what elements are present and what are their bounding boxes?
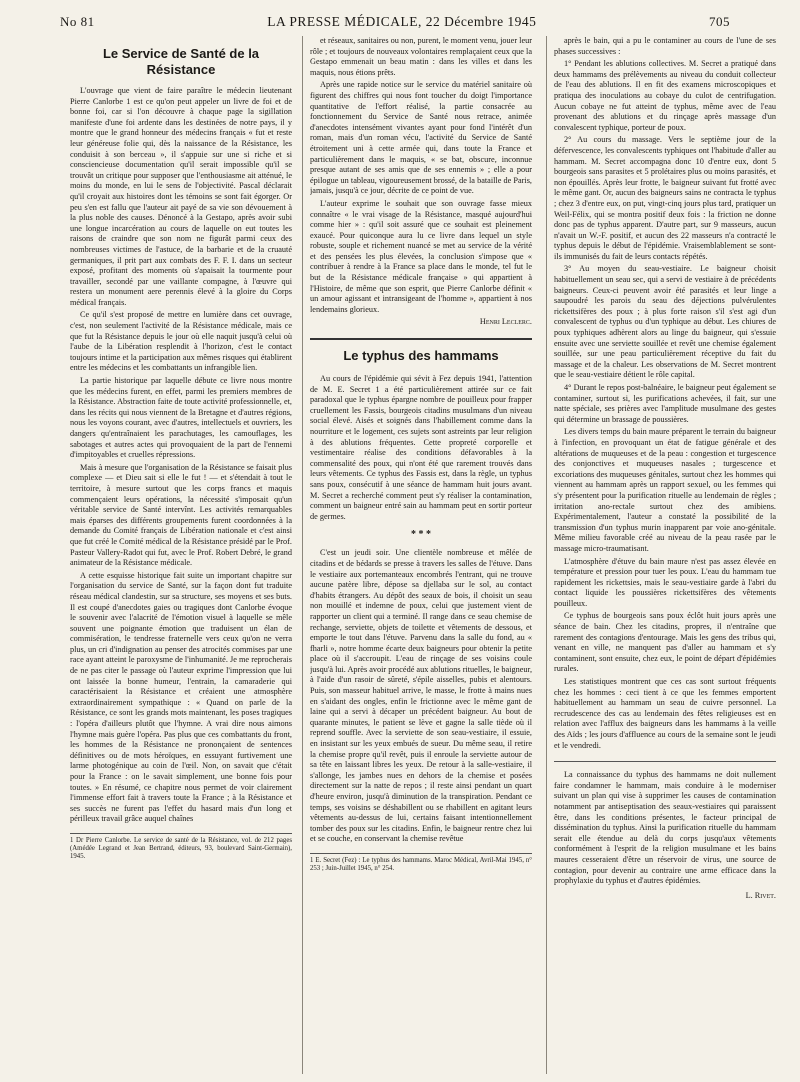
section-divider	[554, 761, 776, 762]
footnote	[310, 853, 532, 873]
paragraph: La connaissance du typhus des hammams ne doit nullement faire condamner le hammam, mais conduire à le moderniser suivant un plan qui vise à supprimer les causes de contamination notamment par antiseptisation des seaux-vestiaires qui paraissent être, dans les conditions présentes, le facteur principal de dissémination du typhus. Ainsi la purification rituelle du hammam serait elle étendue au delà du corps jusqu'aux vêtements conformément à l'esprit de la religion musulmane et les bains maures cesseraient d'être un réservoir de virus, une source de contagion, pour devenir au contraire une arme efficace dans la prophylaxie du typhus et d'autres épidémies.	[554, 770, 776, 886]
article-title-resistance: Le Service de Santé de la Résistance	[102, 46, 260, 77]
paragraph: Mais à mesure que l'organisation de la Résistance se faisait plus complexe — et Dieu sait si elle le fut ! — et s'étendait à tout le territoire, à mesure surtout que les corps francs et maquis commençaient leurs opérations, la nécessité s'imposait qu'un véritable service de Santé intervînt. Les activités remarquables mais éparses des différents groupements furent coordonnées à la demande du Comité français de Libération nationale et c'est ainsi que fut créé le Comité médical de la Résistance présidé par le Prof. Pasteur Vallery-Radot qui fut, avec le Prof. Robert Debré, le grand animateur de la Résistance médicale.	[70, 462, 292, 568]
column-middle	[310, 36, 532, 1074]
paragraph: Au cours de l'épidémie qui sévit à Fez depuis 1941, l'attention de M. E. Secret 1 a été particulièrement attirée sur ce fait paradoxal que le typhus épargne nombre de pouilleux pour frapper cruellement les Fassis, bourgeois citadins musulmans d'un niveau social élevé. Aisés et soignés dans l'habillement comme dans la nourriture et le logement, ces sujets sont astreints par leur religion à des ablutions fréquentes. Cette propreté corporelle et vestimentaire réalise des conditions défavorables à la commensalité des poux, qui n'ont été que rarement trouvés dans leurs vêtements. Ce typhus des Fassis est, dans la règle, un typhus sans poux, consécutif à une séance de hammam huit jours avant. M. Secret a recherché comment peut s'y réaliser la contamination, comment un baigneur entré sain au hammam peut en sortir porteur de germes.	[310, 374, 532, 521]
column-divider	[302, 36, 303, 1074]
issue-number: No 81	[60, 14, 95, 29]
paragraph: L'auteur exprime le souhait que son ouvrage fasse mieux connaître « le vrai visage de la Résistance, masqué aujourd'hui comme hier » : qu'il soit assuré que ce souhait est pleinement exaucé. Pour quiconque aura lu ce livre dans lequel un style robuste, souple et richement nuancé se met au service de la vérité et des pensées les plus élevées, la conclusion s'impose que « contribuer à rendre à la France sa place dans le monde, tel fut le but de la Résistance médicale française » qui appartient à l'Histoire, de même que son esprit, que Pierre Canlorbe définit « un amour agissant et intransigeant de l'homme », appartient à nos lendemains glorieux.	[310, 198, 532, 314]
page-header	[60, 14, 730, 36]
column-right	[554, 36, 776, 1074]
paragraph: Les statistiques montrent que ces cas sont surtout fréquents chez les hommes : ceci tient à ce que les femmes emportent habituellement au hammam un seau de cuivre personnel. La recrudescence des cas au lendemain des fêtes religieuses est en relation avec l'afflux des baigneurs dans les hammams à la veille des Aïds ; les jours d'affluence au cours de la semaine sont le jeudi et le vendredi.	[554, 677, 776, 750]
paragraph: Ce qu'il s'est proposé de mettre en lumière dans cet ouvrage, c'est, non seulement l'activité de la Résistance médicale, mais ce que fut la Résistance depuis le jour où elle naquit jusqu'à celui où l'aube de la Libération resplendit à l'horizon, c'est le contact toujours intime et la participation aux mêmes risques qui établirent entre les médecins et les combattants un infrangible lien.	[70, 310, 292, 373]
paragraph: 1° Pendant les ablutions collectives. M. Secret a pratiqué dans deux hammams des prélèvements au niveau du conduit collecteur de l'eau des ablutions. Il en fit des examens microscopiques et pratiqua des inoculations au cobaye du culot de centrifugation. Aucun cobaye ne fut atteint de typhus, même avec de l'eau provenant des ablutions et du rinçage après massage d'un convalescent typhique, porteur de poux.	[554, 59, 776, 132]
footnote	[70, 833, 292, 861]
paragraph: et réseaux, sanitaires ou non, purent, le moment venu, jouer leur rôle ; et toujours de nouveaux volontaires remplaçaient ceux que la Gestapo emmenait un beau matin : dans les villes et dans les maquis, nous étions prêts.	[310, 36, 532, 77]
journal-title: LA PRESSE MÉDICALE, 22 Décembre 1945	[267, 14, 537, 29]
paragraph: C'est un jeudi soir. Une clientèle nombreuse et mêlée de citadins et de bédards se presse à travers les salles de l'étuve. Dans le vestiaire aux portemanteaux encombrés l'entrant, qui ne trouve aucune patère libre, dépose sa djellaba sur le sol, au contact d'habits étrangers. Au dépôt des seaux de bois, il choisit un seau non mouillé et indemne de poux, celui que justement vient de rapporter un client qui a terminé. Il range dans ce seau chemise de rechange, serviette, objets de toilette et vêtements de dessous, et emporte le tout dans l'étuve. Parvenu dans la salle du fond, au « fharli », notre homme écarte deux baigneurs pour obtenir la petite place où il s'accroupit. L'eau de rinçage de ses voisins coule jusqu'à lui. Après avoir procédé aux ablutions rituelles, le baigneur, à l'aide d'un rasoir de sûreté, s'épile aisselles, pubis et alentours. Puis, son masseur habituel arrive, le masse, le frotte à mains nues en s'aidant des ongles, enfin le frictionne avec le même gant de laine qui a servi à décaper un précédent baigneur. Au bout de quarante minutes, le patient se lève et gagne la salle tiède où il reprend souffle. Avec la serviette de son seau-vestiaire, il essuie, en insistant sur les yeux embués de sueur. Du même seau, il retire la chemise propre qu'il revêt, puis il enroule la serviette autour de sa tête en laissant libres les yeux. De retour à la salle-vestiaire, il s'allonge, les jambes nues en dehors de la chemise et posées directement sur la natte de repos ; il reste ainsi pendant un quart d'heure environ, jusqu'à diminution de la transpiration. Pendant ce temps, ses voisins se déshabillent ou se rhabillent en agitant leurs vêtements au-dessus de lui, certains faisant intentionnellement tomber des poux sur les citadins. Enfin, le baigneur rentre chez lui et se couche, en conservant la chemise revêtue	[310, 548, 532, 844]
paragraph: Après une rapide notice sur le service du matériel sanitaire où figurent des chiffres qui nous font toucher du doigt l'importance quantitative de l'effort réalisé, la partie consacrée au fonctionnement du Service de Santé nous retrace, animée d'anecdotes intensément vivantes ayant pour fond l'intérêt d'un roman, mais d'un roman vécu, l'activité du Service de Santé étroitement uni à cette armée qui, dans toute la France et particulièrement dans le maquis, « se bat, obscure, inconnue presque autant de ses amis que de ses ennemis » ; elle a pour épilogue un tableau, vigoureusement brossé, de la bataille de Paris, jamais, jusqu'à ce jour, décrite de ce point de vue.	[310, 80, 532, 196]
paragraph: après le bain, qui a pu le contaminer au cours de l'une de ses phases successives :	[554, 36, 776, 56]
paragraph: Les divers temps du bain maure préparent le terrain du baigneur à l'infection, en provoquant un état de fatigue générale et des altérations de muqueuses et de la peau : congestion et turgescence des conjonctives et muqueuses nasales ; turgescence et excoriations des muqueuses génitales, surtout chez les hommes qui viennent au hammam après un rapport sexuel, ou les femmes qui s'y présentent pour la purification rituelle au lendemain de règles ; irritation ano-rectale surtout chez des amibiens. Expérimentalement, l'auteur a constaté la possibilité de la transmission d'un typhus murin inapparent par voie ano-génitale. Même milieu favorable créé au niveau de la peau rasée par le massage micro-traumatisant.	[554, 427, 776, 553]
paragraph: 2° Au cours du massage. Vers le septième jour de la défervescence, les convalescents typhiques ont l'habitude d'aller au hammam. M. Secret accompagna donc 10 d'entre eux, dont 5 bourgeois sans parasites et 5 prolétaires plus ou moins parasités, et non épouillés. Après leur frotte, le baigneur suivant fut frotté avec le même gant. Or, aucun des baigneurs sains ne contracta le typhus ; chez 3 d'entre eux, on put, vingt-cinq jours plus tard, pratiquer un Weil-Félix, qui se montra positif deux fois : la friction ne donne donc pas de typhus apparent. D'autre part, sur 9 masseurs, aucun n'avait un W.-F. positif, et aucun des 22 masseurs n'a contracté le typhus depuis le début de l'épidémie. Vraisemblablement se sont-ils immunisés du fait de leurs contacts répétés.	[554, 135, 776, 261]
author-signature: L. Rivet.	[745, 890, 776, 900]
page-number: 705	[709, 14, 730, 29]
paragraph: Ce typhus de bourgeois sans poux éclôt huit jours après une séance de bain. Chez les citadins, propres, il n'entraîne que rarement des contagions d'entourage. Mais les gens des tribus qui, venant en ville, ne manquent pas d'aller au hammam et s'y contaminent, sont ensuite, chez eux, le point de départ d'épidémies rurales.	[554, 611, 776, 674]
section-separator: * * *	[411, 529, 431, 541]
paragraph: L'ouvrage que vient de faire paraître le médecin lieutenant Pierre Canlorbe 1 est ce qu'on peut appeler un livre de foi et de bonne foi, car si l'on découvre à chaque page la sigillation manifeste d'une foi ardente dans les destinées de notre pays, il y montre que le grand honneur des médecins français « fut et reste leur généreuse folie qui, dès la naissance de la Résistance, les conduisit à son berceau », il s'appuie sur une si riche et si consciencieuse documentation qu'il serait impossible qu'il se trouvât un critique pour supposer que l'enthousiasme ait atténué, le moins du monde, en lui le sens de l'objectivité. Pascal déclarait qu'il croyait aux histoires dont les témoins se sont fait égorger. Or peu s'en est fallu que l'auteur ait payé de sa vie son dévouement à la plus noble des causes. Dénoncé à la Gestapo, après avoir subi une longue incarcération au cours de laquelle on eut toutes les raisons de craindre que son nom ne figurât parmi ceux des nombreuses victimes de l'astuce, de la barbarie et de la cruauté germaniques, il prit part aux combats des F. F. I. dans un secteur exposé, profitant des moments où s'apaisait la tourmente pour travailler, secondé par une vaillante compagne, à l'œuvre qui restera un monument aere perennis élevé à la gloire du Corps médical français.	[70, 86, 292, 307]
paragraph: La partie historique par laquelle débute ce livre nous montre que les médecins furent, en effet, parmi les premiers membres de la Résistance. Abstraction faite de toute activité professionnelle, et, dans les récits qui nous viennent de la Bretagne et d'autres régions, nous les voyons courant, avec d'autres, intellectuels et ouvriers, les dangers qu'entraînaient les parachutages, les camouflages, les sabotages et autres actes qui provoquaient de la part de l'ennemi d'impitoyables et cruelles répressions.	[70, 376, 292, 460]
paragraph: A cette esquisse historique fait suite un important chapitre sur l'organisation du service de Santé, sur la façon dont fut traduite réseau médical clandestin, sur sa structure, ses moyens et ses buts. Il est coupé d'anecdotes gaies ou tragiques dont Canlorbe évoque le souvenir avec l'alacrité de l'émotion visuel à laquelle se mêle souvent une poignante émotion que traduisent un élan de commisération, le tendresse fraternelle vers ceux qu'on ne verra plus, un cri d'indignation au penser des atrocités commises par une race ayant atteint le paroxysme de l'inhumanité. Je me reprocherais de ne pas citer le passage où l'auteur exprime l'impression que lui ont laissée la bonne humeur, l'entrain, la camaraderie qui caractérisaient la Résistance et créaient une atmosphère extraordinairement sympathique : « Quand on parle de la Résistance, ce sont les grands mots maintenant, les poses tragiques : l'opéra d'ailleurs plutôt que l'hymne. A vrai dire nous aimons l'hymne mais guère l'opéra. Pas plus que ces combattants du front, les hommes de la Résistance ne prononçaient de sentences définitives ou de mots héroïques, en essuyant furtivement une larme photogénique au coin de l'œil. Non, on savait que c'était pour la France : on le savait simplement, une bonne fois pour toutes. » En résumé, ce chapitre nous permet de voir clairement l'immense effort fait à travers toute la France ; à la Résistance et ses succès ne furent pas l'effet du hasard mais d'un long et périlleux travail grâce auquel chaînes	[70, 570, 292, 824]
article-title-typhus: Le typhus des hammams	[310, 338, 532, 364]
paragraph: 4° Durant le repos post-balnéaire, le baigneur peut également se contaminer, surtout si, les purifications achevées, il fait, sur une natte spéciale, ses prières avec l'amplitude musulmane des gestes qui détermine un brassage de poussières.	[554, 383, 776, 424]
author-signature: Henri Leclerc.	[479, 317, 532, 327]
footnote-text: 1 E. Secret (Fez) : Le typhus des hammams. Maroc Médical, Avril-Mai 1945, n° 253 ; Juin-Juillet 1945, n° 254.	[310, 856, 532, 872]
paragraph: L'atmosphère d'étuve du bain maure n'est pas assez élevée en température et pression pour tuer les poux. L'eau du hammam tue rapidement les rickettsies, mais le seau-vestiaire garde à l'abri du contact liquide les poussières rickettsifères des vêtements pouilleux.	[554, 556, 776, 608]
column-divider	[546, 36, 547, 1074]
column-left	[70, 36, 292, 1074]
paragraph: 3° Au moyen du seau-vestiaire. Le baigneur choisit habituellement un seau sec, qui a servi de vestiaire à de précédents baigneurs. Ceux-ci peuvent avoir été parasités et leur linge a saupoudré les parois du seau des déjections pulvérulentes rickettsifères des poux ; à plus forte raison s'il s'est agi d'un convalescent de typhus ou d'un typhique au début. Les chiures de poux typhiques adhèrent alors au linge du baigneur, qui s'essuie ensuite avec une serviette souillée et revêt une chemise également souillée, sur une peau particulièrement réceptive du fait du massage et de la chaleur. Les observations de M. Secret montrent que le seau-vestiaire détient le rôle capital.	[554, 264, 776, 380]
footnote-text: 1 Dr Pierre Canlorbe. Le service de santé de la Résistance, vol. de 212 pages (Amédée Legrand et Jean Bertrand, éditeurs, 93, boulevard Saint-Germain), 1945.	[70, 836, 292, 860]
article-columns	[70, 36, 788, 1074]
